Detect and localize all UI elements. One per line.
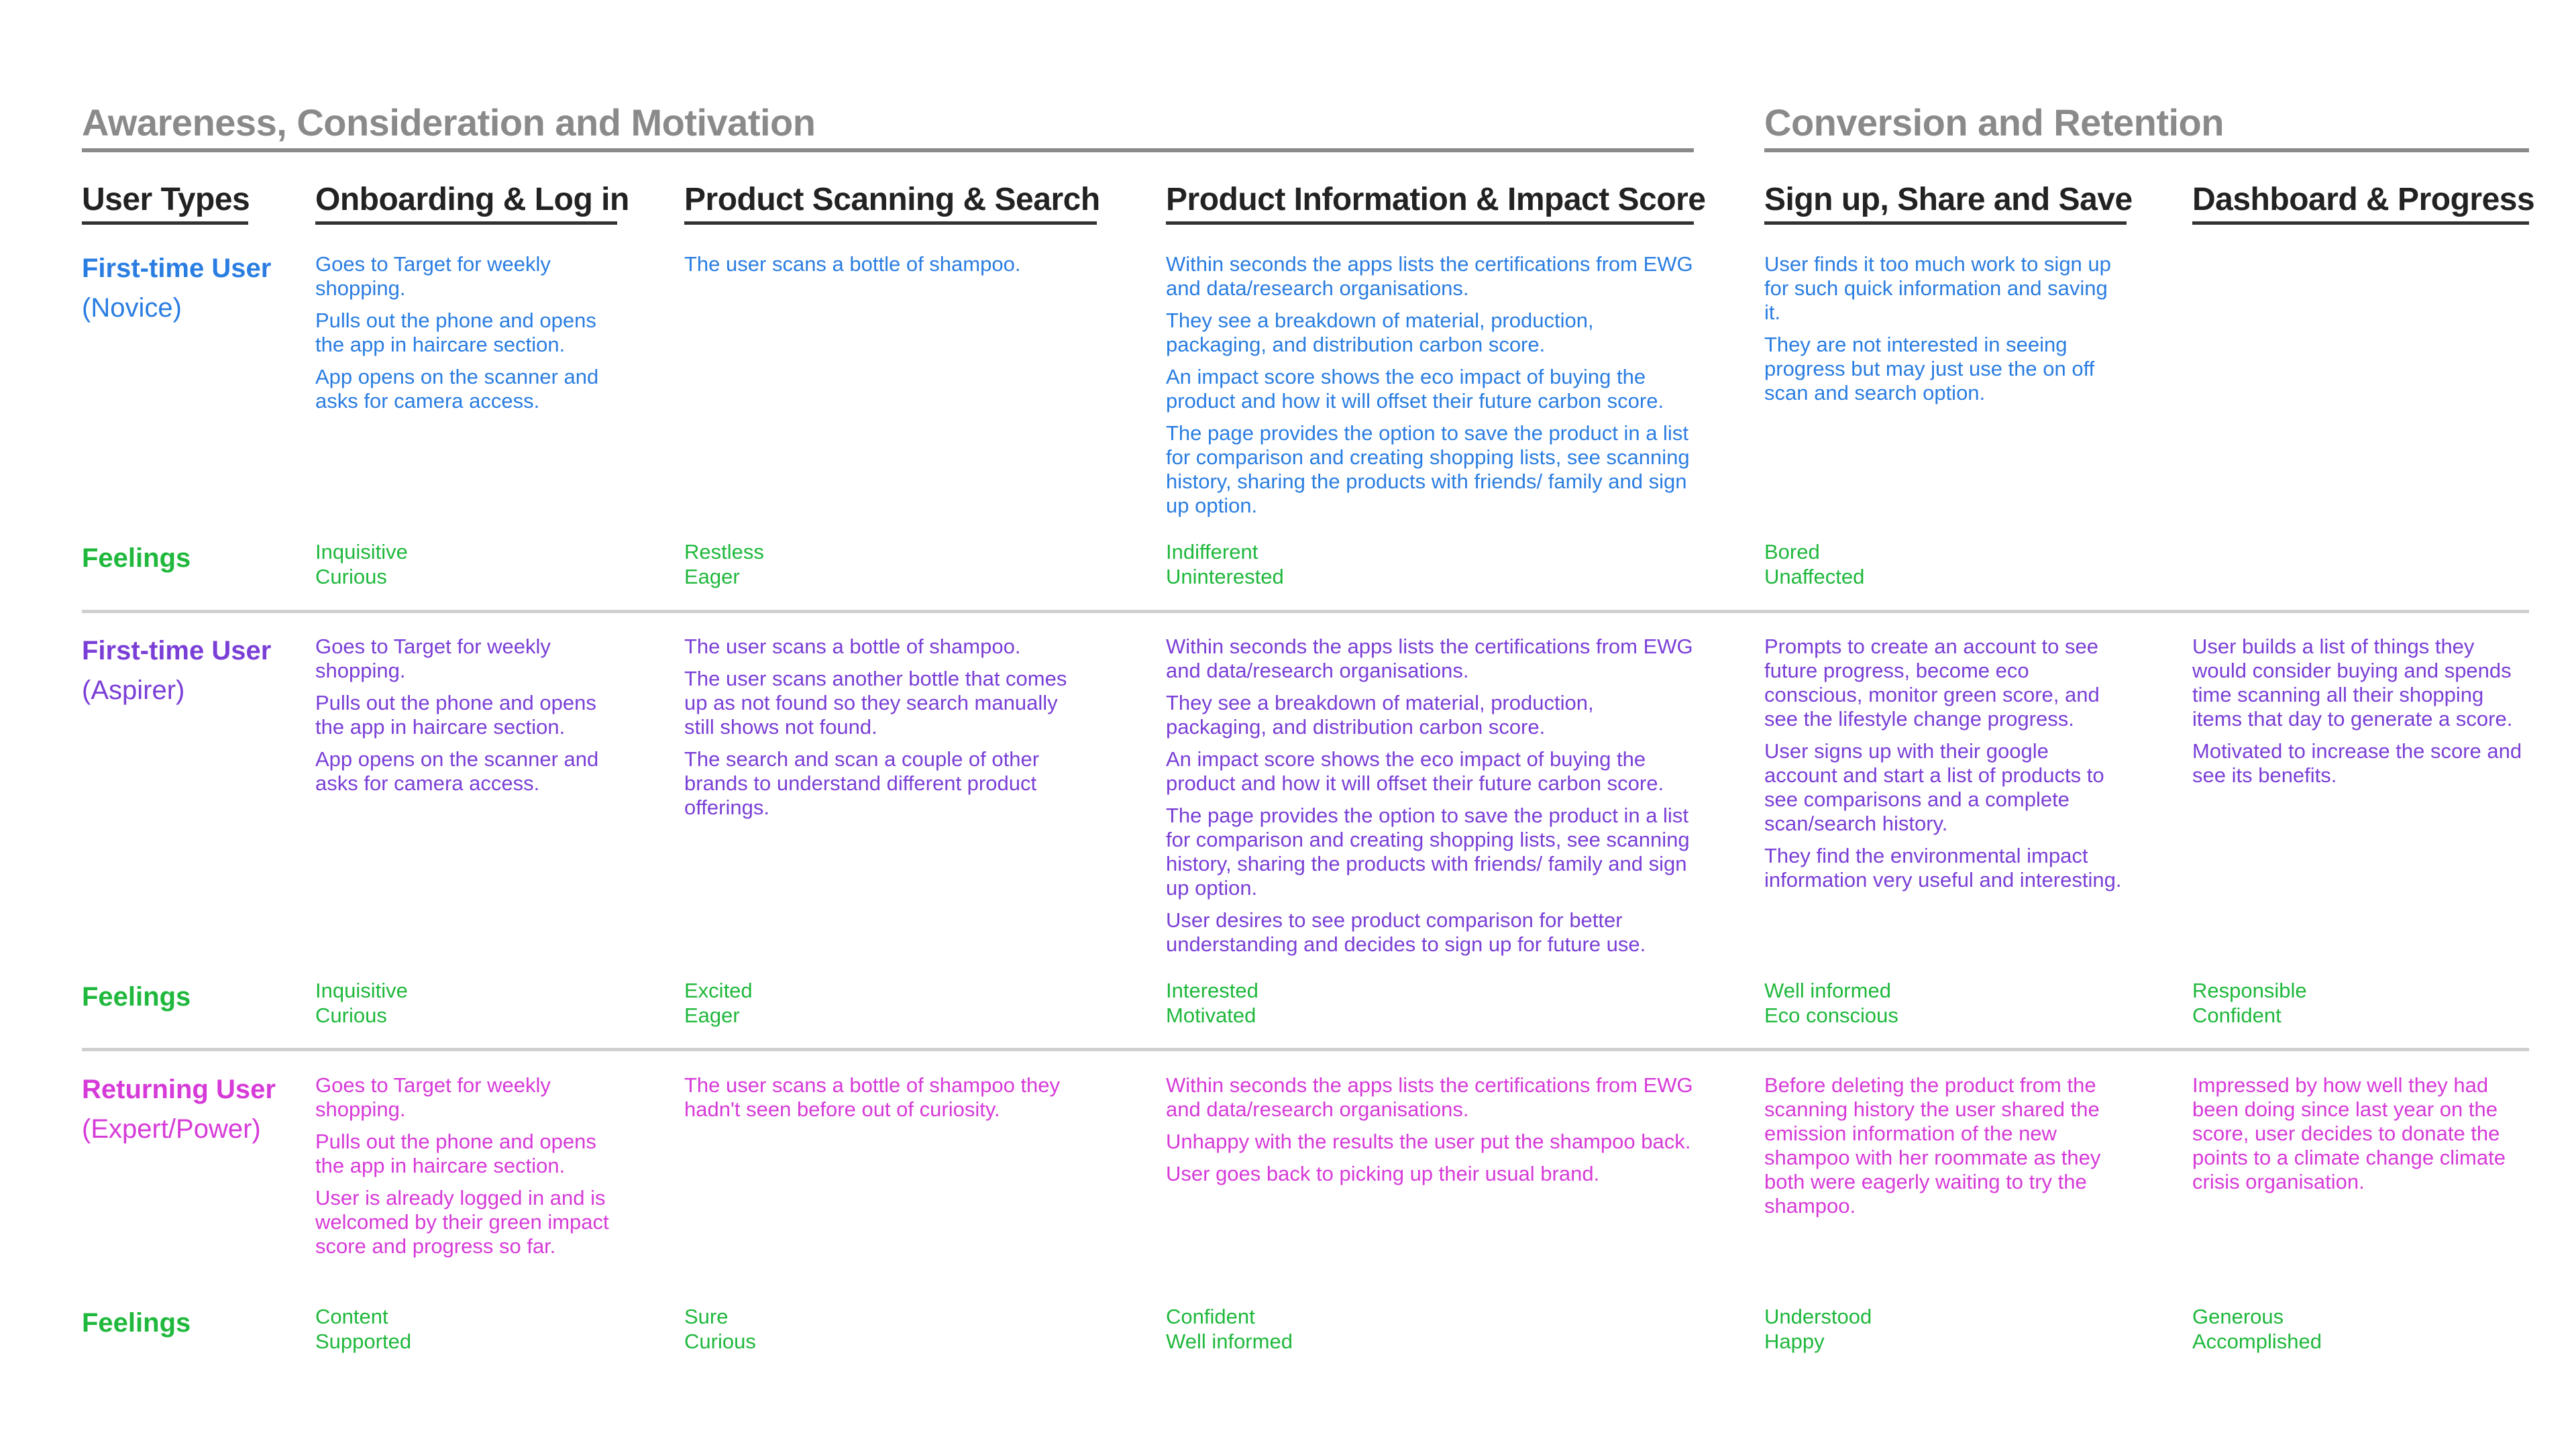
feelings-label-novice: Feelings <box>82 543 191 573</box>
user-type-aspirer <box>82 636 271 706</box>
cell-aspirer-onboarding <box>315 635 617 804</box>
step-text: They find the environmental impact information very useful and interesting. <box>1764 844 2122 892</box>
cell-aspirer-dashboard <box>2192 635 2528 796</box>
user-type-name: First-time User <box>82 636 272 665</box>
feeling-word: Confident <box>2192 1004 2282 1027</box>
feelings-novice-signup <box>1764 539 1864 589</box>
column-rule-information <box>1166 221 1694 225</box>
feeling-word: Interested <box>1166 979 1258 1002</box>
step-text: Impressed by how well they had been doing since last year on the score, user decides to donate the points to a climate change climate crisis organisation. <box>2192 1073 2506 1193</box>
column-header-information: Product Information & Impact Score <box>1166 182 1706 217</box>
feeling-word: Accomplished <box>2192 1330 2322 1353</box>
step-text: User finds it too much work to sign up for such quick information and saving it. <box>1764 252 2111 324</box>
user-type-subtitle: (Aspirer) <box>82 676 185 705</box>
step-text: User goes back to picking up their usual brand. <box>1166 1162 1600 1185</box>
column-header-signup: Sign up, Share and Save <box>1764 182 2133 217</box>
step-text: They see a breakdown of material, production, packaging, and distribution carbon score. <box>1166 309 1594 356</box>
step-text: The user scans a bottle of shampoo. <box>684 635 1021 658</box>
feeling-word: Happy <box>1764 1330 1825 1353</box>
column-header-user-types: User Types <box>82 182 250 217</box>
row-divider <box>82 1048 2529 1051</box>
column-rule-onboarding <box>315 221 617 225</box>
feeling-word: Excited <box>684 979 753 1002</box>
step-text: User signs up with their google account and start a list of products to see comparisons and a complete scan/search history. <box>1764 739 2104 835</box>
user-type-subtitle: (Novice) <box>82 293 182 323</box>
step-text: Within seconds the apps lists the certifications from EWG and data/research organisations. <box>1166 1073 1693 1121</box>
feeling-word: Inquisitive <box>315 979 408 1002</box>
feeling-word: Restless <box>684 540 764 564</box>
feeling-word: Generous <box>2192 1305 2284 1328</box>
feeling-word: Bored <box>1764 540 1820 564</box>
user-type-subtitle: (Expert/Power) <box>82 1114 261 1144</box>
feeling-word: Eager <box>684 565 740 588</box>
feelings-aspirer-signup <box>1764 978 1898 1028</box>
cell-aspirer-scanning <box>684 635 1087 828</box>
cell-expert-signup <box>1764 1073 2127 1226</box>
user-type-name: Returning User <box>82 1075 276 1104</box>
column-rule-scanning <box>684 221 1097 225</box>
step-text: The user scans another bottle that comes up as not found so they search manually still shows not found. <box>684 667 1067 739</box>
feelings-label-expert: Feelings <box>82 1308 191 1338</box>
cell-novice-signup <box>1764 252 2127 413</box>
feeling-word: Well informed <box>1166 1330 1293 1353</box>
feeling-word: Supported <box>315 1330 412 1353</box>
feelings-novice-information <box>1166 539 1284 589</box>
cell-expert-onboarding <box>315 1073 617 1267</box>
step-text: An impact score shows the eco impact of buying the product and how it will offset their future carbon score. <box>1166 747 1664 795</box>
cell-novice-information <box>1166 252 1696 526</box>
column-header-onboarding: Onboarding & Log in <box>315 182 629 217</box>
step-text: Goes to Target for weekly shopping. <box>315 1073 551 1121</box>
feelings-expert-information <box>1166 1304 1293 1354</box>
column-rule-dashboard <box>2192 221 2529 225</box>
user-type-novice <box>82 254 271 323</box>
step-text: An impact score shows the eco impact of buying the product and how it will offset their future carbon score. <box>1166 365 1664 413</box>
step-text: They are not interested in seeing progress but may just use the on off scan and search option. <box>1764 333 2095 405</box>
step-text: Goes to Target for weekly shopping. <box>315 635 551 682</box>
feeling-word: Curious <box>315 1004 387 1027</box>
feelings-expert-scanning <box>684 1304 756 1354</box>
step-text: Unhappy with the results the user put the shampoo back. <box>1166 1130 1691 1153</box>
cell-novice-onboarding <box>315 252 617 421</box>
feeling-word: Sure <box>684 1305 729 1328</box>
feelings-aspirer-onboarding <box>315 978 408 1028</box>
user-type-expert <box>82 1075 276 1144</box>
cell-novice-scanning <box>684 252 1087 284</box>
feeling-word: Inquisitive <box>315 540 408 564</box>
feelings-novice-onboarding <box>315 539 408 589</box>
feelings-expert-onboarding <box>315 1304 411 1354</box>
feeling-word: Indifferent <box>1166 540 1258 564</box>
feeling-word: Eco conscious <box>1764 1004 1898 1027</box>
feeling-word: Eager <box>684 1004 740 1027</box>
feelings-expert-dashboard <box>2192 1304 2322 1354</box>
feelings-aspirer-information <box>1166 978 1258 1028</box>
cell-expert-dashboard <box>2192 1073 2528 1202</box>
feelings-novice-scanning <box>684 539 764 589</box>
section-rule-awareness <box>82 148 1694 152</box>
cell-aspirer-information <box>1166 635 1696 965</box>
feeling-word: Understood <box>1764 1305 1872 1328</box>
user-type-name: First-time User <box>82 254 272 283</box>
step-text: Pulls out the phone and opens the app in haircare section. <box>315 691 596 739</box>
step-text: Within seconds the apps lists the certifications from EWG and data/research organisations. <box>1166 635 1693 682</box>
section-rule-conversion <box>1764 148 2529 152</box>
column-header-dashboard: Dashboard & Progress <box>2192 182 2535 217</box>
cell-expert-scanning <box>684 1073 1087 1130</box>
feeling-word: Well informed <box>1764 979 1891 1002</box>
step-text: Motivated to increase the score and see its benefits. <box>2192 739 2522 787</box>
step-text: They see a breakdown of material, production, packaging, and distribution carbon score. <box>1166 691 1594 739</box>
step-text: App opens on the scanner and asks for camera access. <box>315 747 599 795</box>
section-title-awareness: Awareness, Consideration and Motivation <box>82 101 816 144</box>
feelings-label-aspirer: Feelings <box>82 982 191 1012</box>
step-text: Before deleting the product from the scanning history the user shared the emission information of the new shampoo with her roommate as they both were eagerly waiting to try the shampoo. <box>1764 1073 2101 1218</box>
step-text: The search and scan a couple of other brands to understand different product offerings. <box>684 747 1040 819</box>
step-text: User is already logged in and is welcomed by their green impact score and progress so far. <box>315 1186 609 1258</box>
step-text: The page provides the option to save the product in a list for comparison and creating shopping lists, see scanning history, sharing the products with friends/ family and sign up option. <box>1166 804 1690 900</box>
step-text: User desires to see product comparison for better understanding and decides to sign up for future use. <box>1166 908 1646 956</box>
feeling-word: Motivated <box>1166 1004 1256 1027</box>
column-header-scanning: Product Scanning & Search <box>684 182 1100 217</box>
step-text: App opens on the scanner and asks for camera access. <box>315 365 599 413</box>
feeling-word: Curious <box>315 565 387 588</box>
feeling-word: Responsible <box>2192 979 2307 1002</box>
step-text: The user scans a bottle of shampoo. <box>684 252 1021 276</box>
column-rule-signup <box>1764 221 2127 225</box>
step-text: Goes to Target for weekly shopping. <box>315 252 551 300</box>
feeling-word: Curious <box>684 1330 756 1353</box>
column-rule-user-types <box>82 221 248 225</box>
step-text: Prompts to create an account to see future progress, become eco conscious, monitor green score, and see the lifestyle change progress. <box>1764 635 2100 731</box>
cell-aspirer-signup <box>1764 635 2127 900</box>
row-divider <box>82 610 2529 613</box>
section-title-conversion: Conversion and Retention <box>1764 101 2224 144</box>
step-text: Pulls out the phone and opens the app in haircare section. <box>315 309 596 356</box>
feelings-aspirer-scanning <box>684 978 753 1028</box>
step-text: The page provides the option to save the product in a list for comparison and creating shopping lists, see scanning history, sharing the products with friends/ family and sign up option. <box>1166 421 1690 517</box>
cell-expert-information <box>1166 1073 1696 1194</box>
feeling-word: Content <box>315 1305 388 1328</box>
feeling-word: Unaffected <box>1764 565 1865 588</box>
feeling-word: Uninterested <box>1166 565 1284 588</box>
feelings-aspirer-dashboard <box>2192 978 2307 1028</box>
feeling-word: Confident <box>1166 1305 1255 1328</box>
step-text: Within seconds the apps lists the certifications from EWG and data/research organisations. <box>1166 252 1693 300</box>
step-text: User builds a list of things they would consider buying and spends time scanning all their shopping items that day to generate a score. <box>2192 635 2513 731</box>
step-text: Pulls out the phone and opens the app in haircare section. <box>315 1130 596 1177</box>
step-text: The user scans a bottle of shampoo they hadn't seen before out of curiosity. <box>684 1073 1061 1121</box>
feelings-expert-signup <box>1764 1304 1872 1354</box>
